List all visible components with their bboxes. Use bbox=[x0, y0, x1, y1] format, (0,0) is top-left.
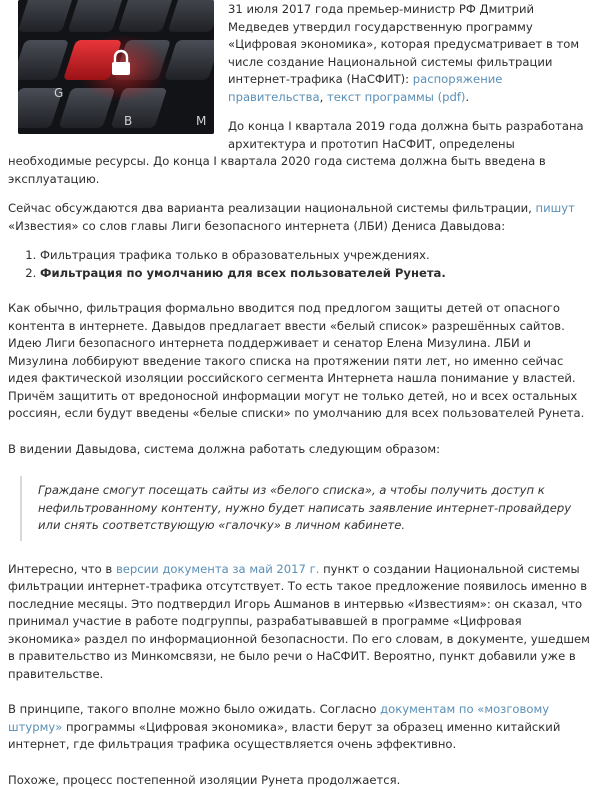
paragraph-text: 31 июля 2017 года премьер-министр РФ Дмитрий Медведев утвердил государственную программу «Цифровая экономика», которая предусматривает в том числе создание Национальной системы фильтрации интернет-трафика (НаСФИТ): bbox=[228, 2, 579, 86]
link-brainstorm-docs[interactable]: документам по «мозговому штурму» bbox=[8, 702, 549, 734]
list-item-text: Фильтрация трафика только в образовательных учреждениях. bbox=[40, 248, 430, 262]
paragraph-text: Интересно, что в bbox=[8, 562, 116, 576]
paragraph-text: В принципе, такого вполне можно было ожидать. Согласно bbox=[8, 702, 380, 716]
blockquote bbox=[20, 476, 582, 541]
article-image bbox=[18, 0, 214, 134]
paragraph-text: программы «Цифровая экономика», власти берут за образец именно китайский интернет, где фильтрация трафика осуществляется очень эффективно. bbox=[8, 720, 560, 752]
list-item bbox=[40, 265, 592, 283]
paragraph-whitelist: Как обычно, фильтрация формально вводится под предлогом защиты детей от опасного контента в интернете. Давыдов предлагает ввести «белый список» разрешённых сайтов. Идею Лиги безопасного интернета поддерживает и сенатор Елена Мизулина. ЛБИ и Мизулина лоббируют введение такого списка на протяжении пяти лет, но именно сейчас идея фактической изоляции российского сегмента Интернета нашла понимание у властей. Причём защитить от вредоносной информации могут не только детей, но и всех остальных россиян, если будут введены «белые списки» по умолчанию для всех пользователей Рунета. bbox=[8, 300, 592, 423]
keyboard-lock-image bbox=[18, 0, 214, 134]
paragraph-deadlines: До конца I квартала 2019 года должна быть разработана архитектура и прототип НаСФИТ, определены необходимые ресурсы. До конца I квартала 2020 года система должна быть введена в эксплуатацию. bbox=[8, 118, 592, 188]
quote-text: Граждане смогут посещать сайты из «белого списка», а чтобы получить доступ к нефильтрованному контенту, нужно будет написать заявление интернет-провайдеру или снять соответствующую «галочку» в личном кабинете. bbox=[38, 483, 571, 532]
paragraph-may-version bbox=[8, 561, 592, 684]
list-item bbox=[40, 247, 592, 265]
paragraph-china bbox=[8, 701, 592, 754]
options-list bbox=[8, 247, 592, 282]
paragraph-text: пункт о создании Национальной системы фильтрации интернет-трафика отсутствует. То есть такое предложение появилось именно в последние месяцы. Это подтвердил Игорь Ашманов в интервью «Известиям»: он сказал, что принимал участие в работе подгруппы, разрабатывавшей в программе «Цифровая экономика» раздел по информационной безопасности. По его словам, в документе, ушедшем в правительство из Минкомсвязи, не было речи о НаСФИТ. Вероятно, пункт добавили уже в правительстве. bbox=[8, 562, 590, 681]
keycap-m: M bbox=[196, 114, 206, 128]
link-may-document[interactable]: версии документа за май 2017 г. bbox=[116, 562, 319, 576]
separator: , bbox=[320, 90, 327, 104]
link-government-order[interactable]: распоряжение правительства bbox=[228, 72, 502, 104]
link-izvestia[interactable]: пишут bbox=[536, 201, 575, 215]
paragraph-options bbox=[8, 200, 592, 235]
list-item-text: Фильтрация по умолчанию для всех пользователей Рунета. bbox=[40, 266, 446, 280]
keycap-b: B bbox=[124, 114, 132, 128]
paragraph-vision: В видении Давыдова, система должна работать следующим образом: bbox=[8, 441, 592, 459]
period: . bbox=[465, 90, 469, 104]
link-program-pdf[interactable]: текст программы (pdf) bbox=[327, 90, 465, 104]
keycap-g: G bbox=[54, 86, 63, 100]
paragraph-text: «Известия» со слов главы Лиги безопасного интернета (ЛБИ) Дениса Давыдова: bbox=[8, 219, 505, 233]
paragraph-text: Сейчас обсуждаются два варианта реализации национальной системы фильтрации, bbox=[8, 201, 536, 215]
paragraph-conclusion: Похоже, процесс постепенной изоляции Рунета продолжается. bbox=[8, 772, 592, 789]
